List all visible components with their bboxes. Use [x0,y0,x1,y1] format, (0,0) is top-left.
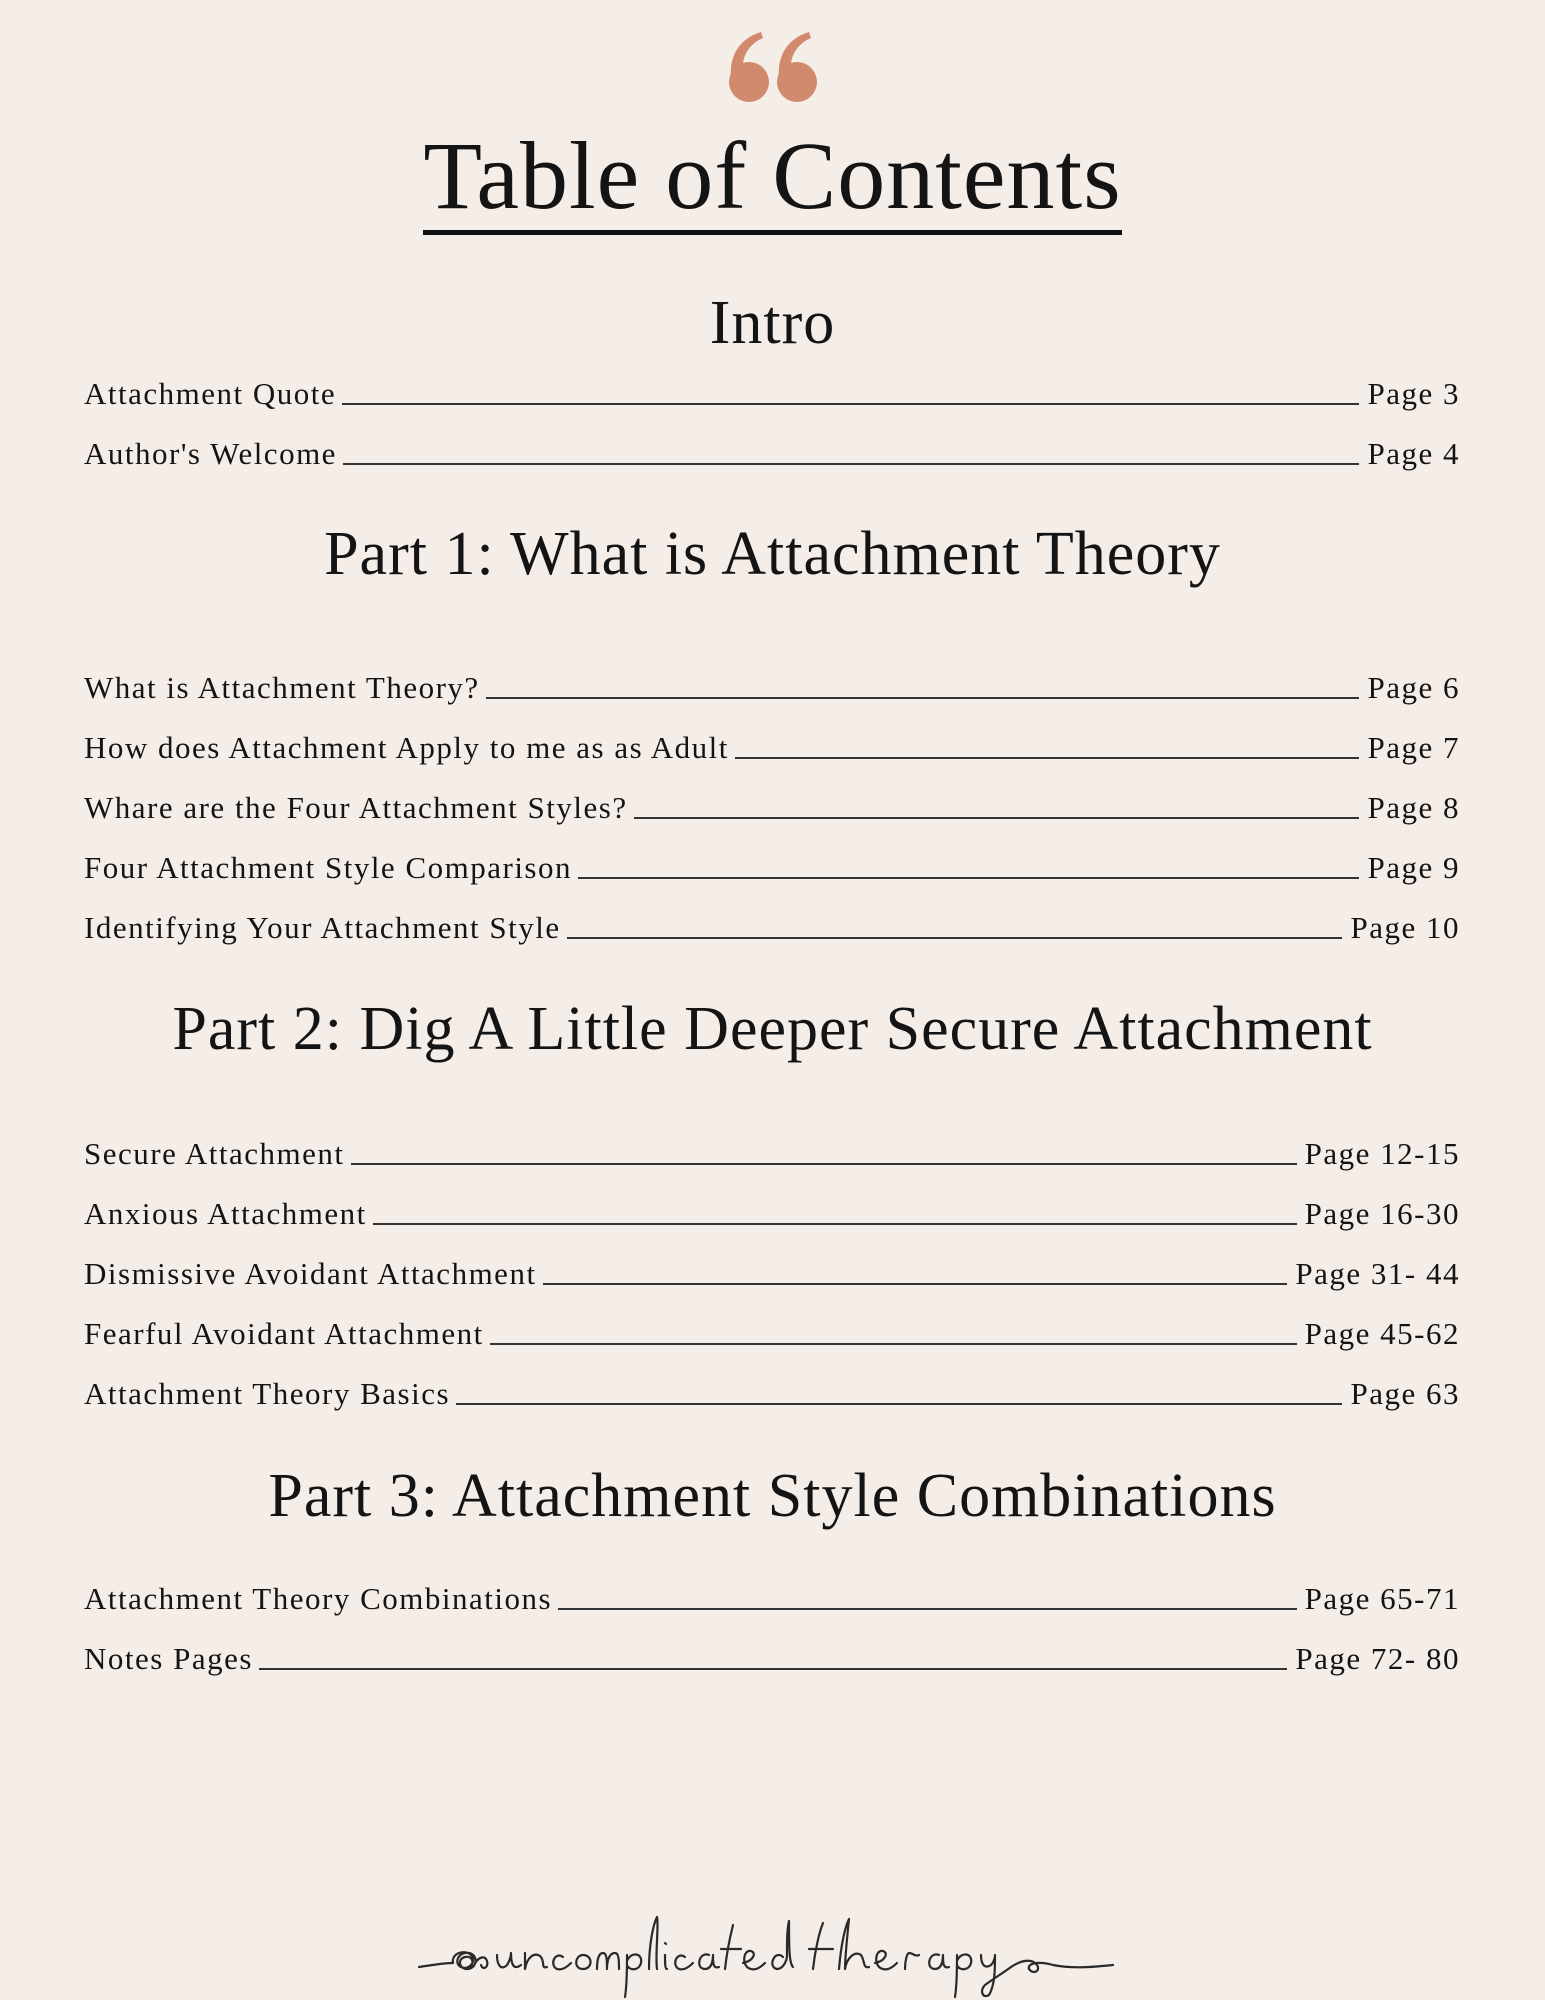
toc-leader-line [373,1223,1297,1225]
toc-entry-label: Attachment Theory Basics [84,1376,451,1411]
toc-entry [84,1133,1460,1169]
toc-entry-page: Page 45-62 [1304,1316,1460,1351]
toc-entry [84,1253,1460,1289]
toc-entry [84,1313,1460,1349]
toc-leader-line [567,937,1343,939]
section-heading-part-1: Part 1: What is Attachment Theory [324,520,1221,588]
toc-entry [84,727,1460,763]
toc-entry-label: Whare are the Four Attachment Styles? [84,790,628,825]
toc-entry-page: Page 4 [1367,436,1460,471]
toc-entry [84,787,1460,823]
toc-entry [84,1578,1460,1614]
section-heading-part-3: Part 3: Attachment Style Combinations [268,1462,1277,1530]
toc-entry-page: Page 3 [1367,376,1460,411]
toc-leader-line [543,1283,1288,1285]
toc-entry-label: Four Attachment Style Comparison [84,850,572,885]
toc-entry-label: How does Attachment Apply to me as as Adult [84,730,729,765]
toc-entry [84,1193,1460,1229]
toc-entry-page: Page 31- 44 [1295,1256,1460,1291]
toc-entry [84,1373,1460,1409]
toc-entry-page: Page 72- 80 [1295,1641,1460,1676]
toc-entry-label: What is Attachment Theory? [84,670,480,705]
toc-entry-page: Page 10 [1350,910,1460,945]
toc-leader-line [558,1608,1297,1610]
toc-entry-page: Page 6 [1367,670,1460,705]
toc-entry-label: Fearful Avoidant Attachment [84,1316,484,1351]
toc-leader-line [486,697,1360,699]
toc-entry-page: Page 63 [1350,1376,1460,1411]
toc-leader-line [634,817,1360,819]
toc-leader-line [456,1403,1342,1405]
section-heading-part-2: Part 2: Dig A Little Deeper Secure Attachment [172,995,1373,1063]
toc-entry-page: Page 12-15 [1304,1136,1460,1171]
toc-entry-label: Anxious Attachment [84,1196,367,1231]
toc-entry [84,847,1460,883]
toc-entry [84,1638,1460,1674]
quote-mark-icon [0,30,1545,104]
toc-leader-line [490,1343,1297,1345]
toc-entry-page: Page 16-30 [1304,1196,1460,1231]
toc-leader-line [735,757,1360,759]
toc-entry [84,373,1460,409]
toc-leader-line [351,1163,1297,1165]
scribble-logo-icon [413,1905,1133,2000]
toc-entry-label: Attachment Quote [84,376,337,411]
toc-entry-label: Identifying Your Attachment Style [84,910,561,945]
section-heading-intro: Intro [709,289,836,357]
toc-leader-line [342,403,1359,405]
toc-entry-label: Dismissive Avoidant Attachment [84,1256,537,1291]
toc-leader-line [259,1668,1288,1670]
toc-entry [84,433,1460,469]
page-title: Table of Contents [423,128,1121,235]
toc-entry-label: Attachment Theory Combinations [84,1581,553,1616]
toc-leader-line [578,877,1359,879]
toc-leader-line [343,463,1360,465]
toc-entry-page: Page 65-71 [1304,1581,1460,1616]
toc-entry-page: Page 9 [1367,850,1460,885]
toc-entry-label: Secure Attachment [84,1136,345,1171]
toc-entry-page: Page 7 [1367,730,1460,765]
toc-entry [84,907,1460,943]
toc-entry-page: Page 8 [1367,790,1460,825]
toc-entry-label: Author's Welcome [84,436,337,471]
signature-logo [0,1905,1545,2000]
toc-entry-label: Notes Pages [84,1641,253,1676]
toc-entry [84,667,1460,703]
